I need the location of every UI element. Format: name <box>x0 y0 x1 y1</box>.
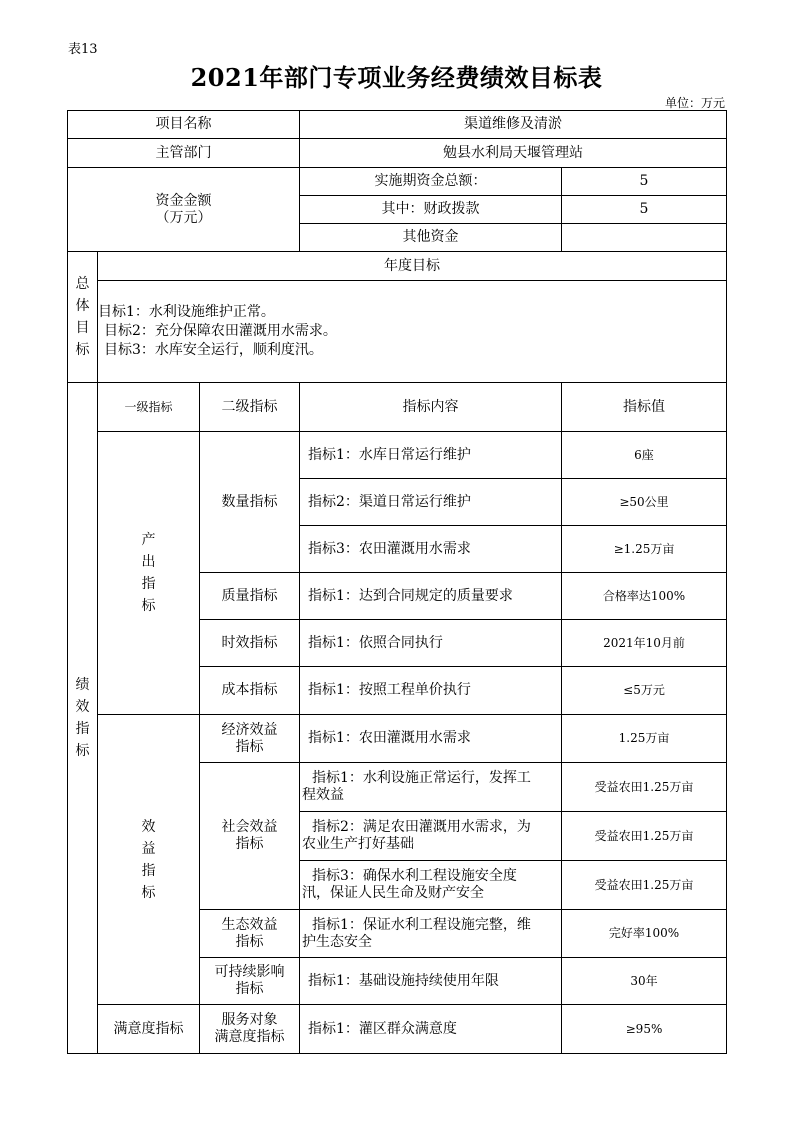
funds-fiscal-value: 5 <box>562 196 727 224</box>
level1-header: 一级指标 <box>98 383 200 432</box>
table-number: 表13 <box>68 42 98 57</box>
goal-1: 目标1：水利设施维护正常。 <box>98 304 275 320</box>
indicator-content: 指标1：达到合同规定的质量要求 <box>300 573 562 620</box>
indicator-value: 合格率达100% <box>562 573 727 620</box>
indicator-value: 受益农田1.25万亩 <box>562 861 727 910</box>
indicator-content: 指标2：满足农田灌溉用水需求，为 农业生产打好基础 <box>300 812 562 861</box>
funds-total-value: 5 <box>562 168 727 196</box>
social-indicator-label: 社会效益 指标 <box>200 763 300 910</box>
ecological-indicator-label: 生态效益 指标 <box>200 910 300 958</box>
funds-label-line2: （万元） <box>155 209 212 226</box>
benefit-indicator-label: 效益指标 <box>98 715 200 1005</box>
unit-label: 单位：万元 <box>664 96 725 110</box>
indicator-value: 受益农田1.25万亩 <box>562 763 727 812</box>
goal-3: 目标3：水库安全运行，顺利度汛。 <box>104 342 323 358</box>
indicator-content: 指标1：灌区群众满意度 <box>300 1005 562 1054</box>
funds-total-label: 实施期资金总额： <box>300 168 562 196</box>
annual-goal-header-row <box>68 252 727 281</box>
indicator-content: 指标1：依照合同执行 <box>300 620 562 667</box>
overall-goal-label: 总体目标 <box>68 252 98 383</box>
project-label: 项目名称 <box>68 111 300 139</box>
funds-fiscal-label: 其中：财政拨款 <box>300 196 562 224</box>
output-indicator-label: 产出指标 <box>98 432 200 715</box>
timeliness-indicator-label: 时效指标 <box>200 620 300 667</box>
funds-label-line1: 资金金额 <box>155 192 212 209</box>
sustainable-indicator-label: 可持续影响 指标 <box>200 958 300 1005</box>
department-label: 主管部门 <box>68 139 300 168</box>
annual-goals <box>98 281 727 383</box>
indicator-value: ≥95% <box>562 1005 727 1054</box>
project-row <box>68 111 727 139</box>
performance-table <box>67 110 727 1054</box>
quantity-indicator-label: 数量指标 <box>200 432 300 573</box>
goal-2: 目标2：充分保障农田灌溉用水需求。 <box>104 323 337 339</box>
indicator-value: 受益农田1.25万亩 <box>562 812 727 861</box>
annual-goal-row <box>68 281 727 383</box>
project-value: 渠道维修及清淤 <box>300 111 727 139</box>
indicator-content: 指标1：农田灌溉用水需求 <box>300 715 562 763</box>
indicator-value: 6座 <box>562 432 727 479</box>
indicator-value: ≥1.25万亩 <box>562 526 727 573</box>
indicator-value: 2021年10月前 <box>562 620 727 667</box>
funds-other-label: 其他资金 <box>300 224 562 252</box>
indicator-header-row <box>68 383 727 432</box>
indicator-value: ≥50公里 <box>562 479 727 526</box>
service-satisfaction-label: 服务对象 满意度指标 <box>200 1005 300 1054</box>
level2-header: 二级指标 <box>200 383 300 432</box>
quality-indicator-label: 质量指标 <box>200 573 300 620</box>
indicator-content: 指标1：水库日常运行维护 <box>300 432 562 479</box>
indicator-content: 指标1：基础设施持续使用年限 <box>300 958 562 1005</box>
table-row <box>68 432 727 479</box>
satisfaction-indicator-label: 满意度指标 <box>98 1005 200 1054</box>
table-row <box>68 715 727 763</box>
indicator-value: 1.25万亩 <box>562 715 727 763</box>
indicator-content: 指标2：渠道日常运行维护 <box>300 479 562 526</box>
annual-goal-label: 年度目标 <box>98 252 727 281</box>
economic-indicator-label: 经济效益 指标 <box>200 715 300 763</box>
indicator-value: 完好率100% <box>562 910 727 958</box>
indicator-content: 指标1：按照工程单价执行 <box>300 667 562 715</box>
performance-indicator-label: 绩效指标 <box>68 383 98 1054</box>
indicator-value: ≤5万元 <box>562 667 727 715</box>
indicator-content: 指标1：保证水利工程设施完整，维 护生态安全 <box>300 910 562 958</box>
indicator-value: 30年 <box>562 958 727 1005</box>
table-row <box>68 1005 727 1054</box>
page-title: 2021年部门专项业务经费绩效目标表 <box>190 63 603 92</box>
indicator-content: 指标1：水利设施正常运行，发挥工 程效益 <box>300 763 562 812</box>
indicator-content: 指标3：确保水利工程设施安全度 汛，保证人民生命及财产安全 <box>300 861 562 910</box>
funds-label <box>68 168 300 252</box>
cost-indicator-label: 成本指标 <box>200 667 300 715</box>
funds-other-value <box>562 224 727 252</box>
department-row <box>68 139 727 168</box>
indicator-content: 指标3：农田灌溉用水需求 <box>300 526 562 573</box>
value-header: 指标值 <box>562 383 727 432</box>
content-header: 指标内容 <box>300 383 562 432</box>
funds-total-row <box>68 168 727 196</box>
department-value: 勉县水利局天堰管理站 <box>300 139 727 168</box>
